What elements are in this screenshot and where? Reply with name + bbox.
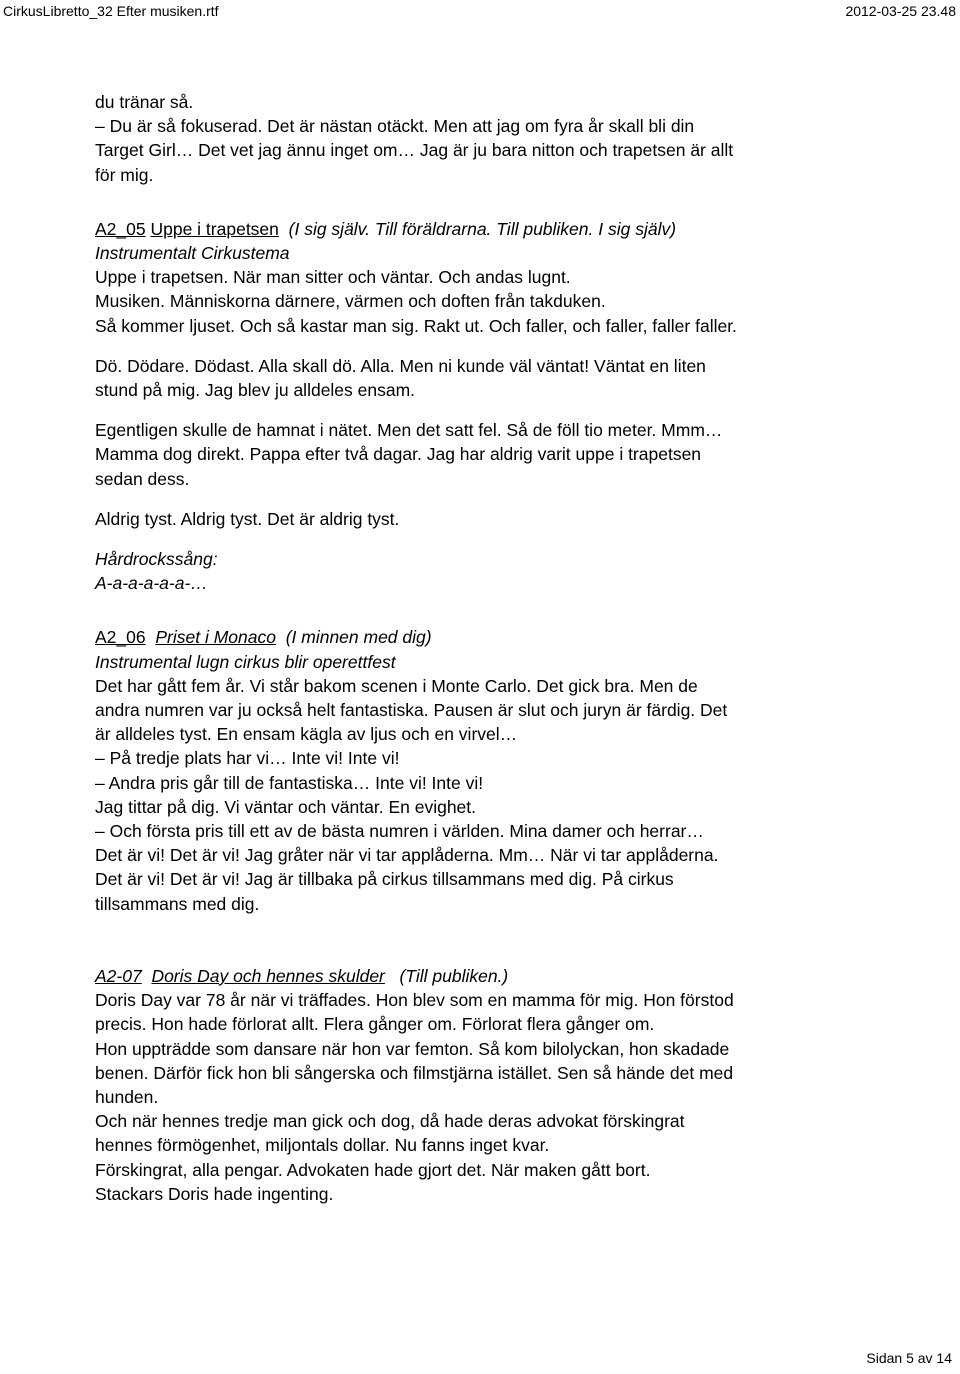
section-heading: [95, 625, 865, 649]
text-line: Doris Day var 78 år när vi träffades. Hon blev som en mamma för mig. Hon förstod: [95, 990, 734, 1011]
text-line: Hon uppträdde som dansare när hon var femton. Så kom bilolyckan, hon skadade: [95, 1038, 730, 1059]
text-line: – På tredje plats har vi… Inte vi! Inte vi!: [95, 748, 400, 769]
text-line: du tränar så.: [95, 92, 194, 112]
document-body: [95, 90, 865, 1222]
text-line: benen. Därför fick hon bli sångerska och filmstjärna istället. Sen så hände det med: [95, 1062, 734, 1083]
text-line: Target Girl… Det vet jag ännu inget om… Jag är ju bara nitton och trapetsen är allt: [95, 140, 734, 161]
section-code: A2_05: [95, 218, 146, 239]
section-code: A2_06: [95, 627, 146, 648]
section-note: (Till publiken.): [399, 965, 509, 986]
section-a2-07: [95, 964, 865, 1206]
text-line: – Andra pris går till de fantastiska… Inte vi! Inte vi!: [95, 772, 484, 793]
section-note: (I sig själv. Till föräldrarna. Till publiken. I sig själv): [288, 218, 677, 239]
text-line: Det har gått fem år. Vi står bakom scenen i Monte Carlo. Det gick bra. Men de: [95, 675, 698, 696]
text-line: – Och första pris till ett av de bästa numren i världen. Mina damer och herrar…: [95, 821, 704, 842]
print-datetime: 2012-03-25 23.48: [845, 3, 956, 19]
section-a2-05: [95, 217, 865, 338]
paragraph: [95, 354, 865, 402]
document-header: [0, 0, 960, 28]
text-line: för mig.: [95, 164, 154, 185]
text-line: Jag tittar på dig. Vi väntar och väntar. En evighet.: [95, 796, 477, 817]
text-line: Och när hennes tredje man gick och dog, då hade deras advokat förskingrat: [95, 1111, 685, 1132]
section-heading: [95, 217, 865, 241]
text-line: Så kommer ljuset. Och så kastar man sig. Rakt ut. Och faller, och faller, faller faller.: [95, 315, 737, 336]
text-line: Musiken. Människorna därnere, värmen och doften från takduken.: [95, 291, 606, 312]
song-text: A-a-a-a-a-a-…: [95, 573, 208, 594]
paragraph: [95, 507, 865, 531]
text-line: är alldeles tyst. En ensam kägla av ljus och en virvel…: [95, 724, 518, 745]
song-cue: [95, 547, 865, 595]
song-label: Hårdrockssång:: [95, 549, 218, 570]
text-line: Det är vi! Det är vi! Jag gråter när vi tar applåderna. Mm… När vi tar applåderna.: [95, 845, 719, 866]
music-cue: Instrumentalt Cirkustema: [95, 243, 290, 264]
section-a2-06: [95, 625, 865, 915]
paragraph: [95, 418, 865, 491]
text-line: Aldrig tyst. Aldrig tyst. Det är aldrig tyst.: [95, 508, 400, 529]
text-line: Förskingrat, alla pengar. Advokaten hade gjort det. När maken gått bort.: [95, 1159, 651, 1180]
text-line: andra numren var ju också helt fantastiska. Pausen är slut och juryn är färdig. Det: [95, 700, 728, 721]
text-line: tillsammans med dig.: [95, 893, 260, 914]
text-line: Stackars Doris hade ingenting.: [95, 1183, 334, 1204]
text-line: hennes förmögenhet, miljontals dollar. Nu fanns inget kvar.: [95, 1135, 550, 1156]
text-line: Det är vi! Det är vi! Jag är tillbaka på cirkus tillsammans med dig. På cirkus: [95, 869, 674, 890]
text-line: precis. Hon hade förlorat allt. Flera gånger om. Förlorat flera gånger om.: [95, 1014, 655, 1035]
text-line: sedan dess.: [95, 468, 190, 489]
text-line: – Du är så fokuserad. Det är nästan otäckt. Men att jag om fyra år skall bli din: [95, 116, 695, 137]
file-name: CirkusLibretto_32 Efter musiken.rtf: [3, 3, 219, 19]
section-title: Priset i Monaco: [155, 627, 276, 648]
text-line: stund på mig. Jag blev ju alldeles ensam.: [95, 380, 416, 401]
section-heading: [95, 964, 865, 988]
text-line: Mamma dog direkt. Pappa efter två dagar. Jag har aldrig varit uppe i trapetsen: [95, 444, 702, 465]
paragraph-intro: [95, 90, 865, 187]
section-code: A2-07: [95, 965, 142, 986]
text-line: Uppe i trapetsen. När man sitter och väntar. Och andas lugnt.: [95, 267, 571, 288]
text-line: hunden.: [95, 1086, 159, 1107]
text-line: Dö. Dödare. Dödast. Alla skall dö. Alla. Men ni kunde väl väntat! Väntat en liten: [95, 355, 706, 376]
music-cue: Instrumental lugn cirkus blir operettfest: [95, 651, 396, 672]
page-number: Sidan 5 av 14: [866, 1350, 952, 1366]
section-note: (I minnen med dig): [285, 627, 432, 648]
text-line: Egentligen skulle de hamnat i nätet. Men det satt fel. Så de föll tio meter. Mmm…: [95, 420, 723, 441]
section-title: Doris Day och hennes skulder: [151, 965, 385, 986]
section-title: Uppe i trapetsen: [150, 218, 279, 239]
